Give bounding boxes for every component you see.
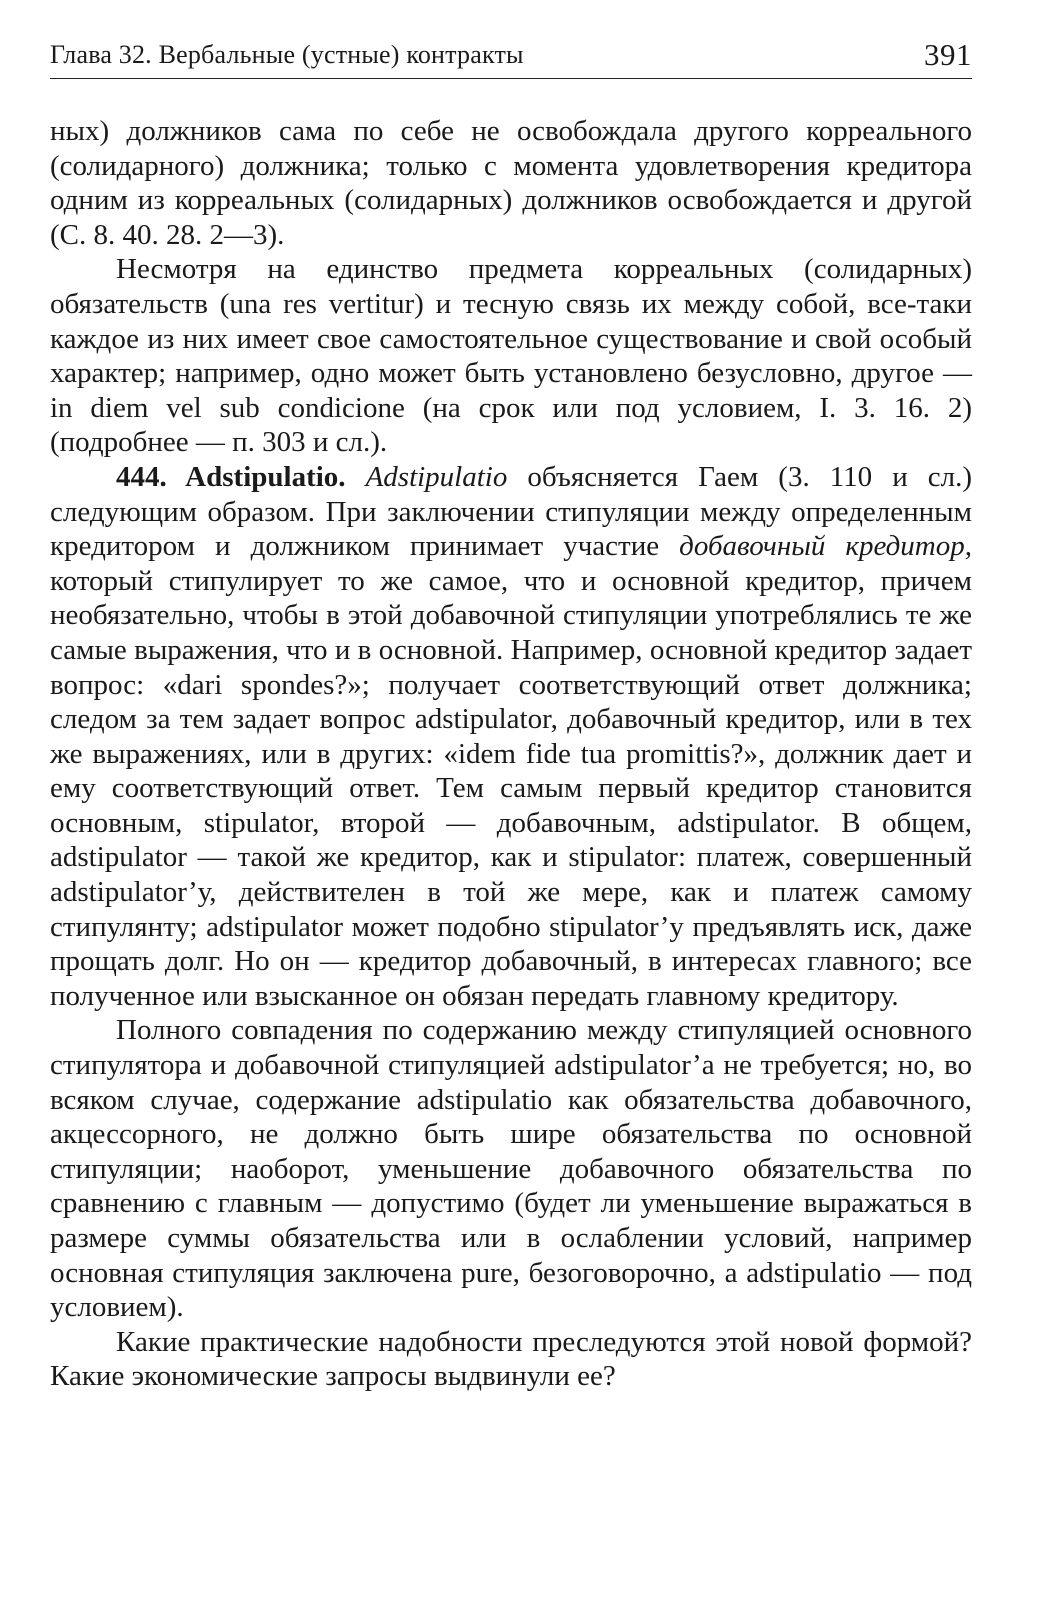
- section-heading: 444. Adstipulatio.: [116, 460, 346, 493]
- book-page: [50, 38, 972, 1394]
- paragraph-continuation: ных) должников сама по себе не освобождала другого корреального (солидарного) должника; только с момента удовлетворения кредитора одним из корреальных (солидарных) должников освобождается и другой (С. 8. 40. 28. 2—3).: [50, 115, 972, 251]
- italic-term: Adstipulatio: [365, 460, 508, 493]
- body-text: [50, 114, 972, 1394]
- running-header: [50, 38, 972, 79]
- section-444-paragraph: [50, 460, 972, 1014]
- paragraph-text: объясняется Гаем (3. 110 и сл.) следующим образом. При заключении стипуляции между определенным кредитором и должником принимает участие: [50, 460, 972, 563]
- paragraph: Какие практические надобности преследуются этой новой формой? Какие экономические запросы выдвинули ее?: [50, 1325, 972, 1393]
- paragraph: Полного совпадения по содержанию между стипуляцией основного стипулятора и добавочной стипуляцией adstipulator’а не требуется; но, во всяком случае, содержание adstipulatio как обязательства добавочного, акцессорного, не должно быть шире обязательства по основной стипуляции; наоборот, уменьшение добавочного обязательства по сравнению с главным — допустимо (будет ли уменьшение выражаться в размере суммы обязательства или в ослаблении условий, например основная стипуляция заключена pure, безоговорочно, а adstipulatio — под условием).: [50, 1014, 972, 1324]
- page-number: 391: [924, 37, 972, 72]
- chapter-title: Глава 32. Вербальные (устные) контракты: [50, 40, 524, 69]
- paragraph: Несмотря на единство предмета корреальных (солидарных) обязательств (una res vertitur) и тесную связь их между собой, все-таки каждое из них имеет свое самостоятельное существование и свой особый характер; например, одно может быть установлено безусловно, другое — in diem vel sub condicione (на срок или под условием, I. 3. 16. 2) (подробнее — п. 303 и сл.).: [50, 253, 972, 459]
- paragraph-text: который стипулирует то же самое, что и основной кредитор, причем необязательно, чтобы в этой добавочной стипуляции употреблялись те же самые выражения, что и в основной. Например, основной кредитор задает вопрос: «dari spondes?»; получает соответствующий ответ должника; следом за тем задает вопрос adstipulator, добавочный кредитор, или в тех же выражениях, или в других: «idem fide tua promittis?», должник дает и ему соответствующий ответ. Тем самым первый кредитор становится основным, stipulator, второй — добавочным, adstipulator. В общем, adstipulator — такой же кредитор, как и stipulator: платеж, совершенный adstipulator’у, действителен в той же мере, как и платеж самому стипулянту; adstipulator может подобно stipulator’у предъявлять иск, даже прощать долг. Но он — кредитор добавочный, в интересах главного; все полученное или взысканное он обязан передать главному кредитору.: [50, 564, 972, 1012]
- italic-phrase: добавочный кредитор,: [679, 530, 972, 563]
